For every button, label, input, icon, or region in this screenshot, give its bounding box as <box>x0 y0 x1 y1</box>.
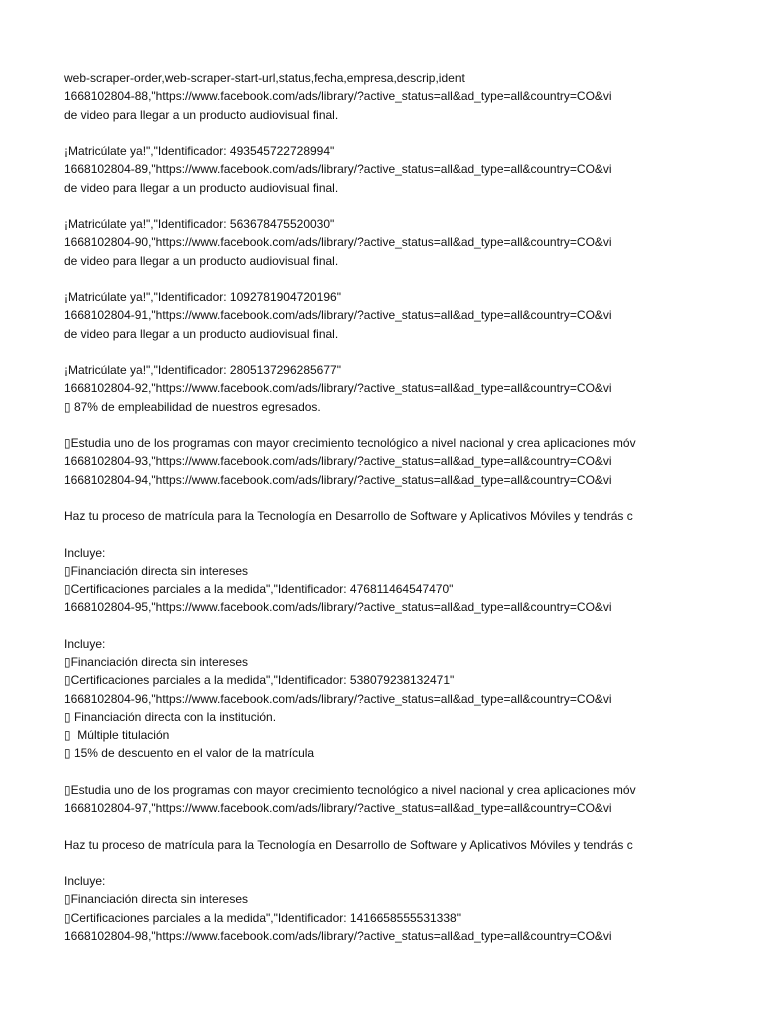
text-line: ¡Matricúlate ya!","Identificador: 1092781904720196" <box>64 290 341 304</box>
text-line <box>64 197 659 215</box>
text-line: ▯ 15% de descuento en el valor de la matrícula <box>64 746 315 761</box>
text-line <box>64 763 659 781</box>
text-line: ▯ 87% de empleabilidad de nuestros egresados. <box>64 399 321 414</box>
text-line: 1668102804-92,"https://www.facebook.com/ads/library/?active_status=all&ad_type=all&country=CO&vi <box>64 381 612 396</box>
document-text <box>64 69 659 945</box>
text-line: ▯Certificaciones parciales a la medida","Identificador: 476811464547470" <box>64 582 454 596</box>
text-line: 1668102804-94,"https://www.facebook.com/ads/library/?active_status=all&ad_type=all&country=CO&vi <box>64 472 612 487</box>
text-line <box>64 854 659 872</box>
text-line: ▯Estudia uno de los programas con mayor crecimiento tecnológico a nivel nacional y crea aplicaciones móv <box>64 782 636 797</box>
text-line: 1668102804-90,"https://www.facebook.com/ads/library/?active_status=all&ad_type=all&country=CO&vi <box>64 235 612 250</box>
text-line: ▯Certificaciones parciales a la medida","Identificador: 538079238132471" <box>64 673 455 688</box>
text-line: Haz tu proceso de matrícula para la Tecnología en Desarrollo de Software y Aplicativos Móviles y tendrás c <box>64 837 633 852</box>
text-line: 1668102804-88,"https://www.facebook.com/ads/library/?active_status=all&ad_type=all&country=CO&vi <box>64 89 612 104</box>
text-line: 1668102804-98,"https://www.facebook.com/ads/library/?active_status=all&ad_type=all&country=CO&vi <box>64 928 612 943</box>
text-line: 1668102804-91,"https://www.facebook.com/ads/library/?active_status=all&ad_type=all&country=CO&vi <box>64 308 612 323</box>
text-line: ▯Financiación directa sin intereses <box>64 563 249 578</box>
text-line: web-scraper-order,web-scraper-start-url,status,fecha,empresa,descrip,ident <box>64 71 465 85</box>
text-line: Incluye: <box>64 636 106 651</box>
text-line: de video para llegar a un producto audiovisual final. <box>64 326 339 341</box>
text-line: ▯ Financiación directa con la institución. <box>64 709 277 724</box>
text-line: Haz tu proceso de matrícula para la Tecnología en Desarrollo de Software y Aplicativos Móviles y tendrás c <box>64 509 633 523</box>
text-line: Incluye: <box>64 545 106 560</box>
text-line: ¡Matricúlate ya!","Identificador: 2805137296285677" <box>64 363 341 377</box>
text-line <box>64 489 659 507</box>
text-line: ¡Matricúlate ya!","Identificador: 563678475520030" <box>64 217 335 231</box>
text-line: ▯Financiación directa sin intereses <box>64 892 249 907</box>
text-line: ▯Certificaciones parciales a la medida","Identificador: 1416658555531338" <box>64 910 461 925</box>
text-line: ▯Estudia uno de los programas con mayor crecimiento tecnológico a nivel nacional y crea aplicaciones móv <box>64 436 636 450</box>
text-line <box>64 343 659 361</box>
text-line: 1668102804-89,"https://www.facebook.com/ads/library/?active_status=all&ad_type=all&country=CO&vi <box>64 162 612 177</box>
text-line: de video para llegar a un producto audiovisual final. <box>64 253 339 268</box>
text-line <box>64 270 659 288</box>
text-line <box>64 525 659 543</box>
text-line: ▯ Múltiple titulación <box>64 728 170 742</box>
text-line <box>64 416 659 434</box>
text-line: 1668102804-96,"https://www.facebook.com/ads/library/?active_status=all&ad_type=all&country=CO&vi <box>64 691 612 706</box>
text-line <box>64 124 659 142</box>
text-line: de video para llegar a un producto audiovisual final. <box>64 180 339 195</box>
text-line: Incluye: <box>64 874 106 888</box>
text-line: ¡Matricúlate ya!","Identificador: 493545722728994" <box>64 144 335 158</box>
text-line: de video para llegar a un producto audiovisual final. <box>64 107 339 122</box>
text-line: ▯Financiación directa sin intereses <box>64 655 249 669</box>
text-line: 1668102804-93,"https://www.facebook.com/ads/library/?active_status=all&ad_type=all&country=CO&vi <box>64 454 612 469</box>
text-line: 1668102804-95,"https://www.facebook.com/ads/library/?active_status=all&ad_type=all&country=CO&vi <box>64 600 612 615</box>
text-line: 1668102804-97,"https://www.facebook.com/ads/library/?active_status=all&ad_type=all&country=CO&vi <box>64 801 612 815</box>
text-line <box>64 817 659 835</box>
text-line <box>64 617 659 635</box>
